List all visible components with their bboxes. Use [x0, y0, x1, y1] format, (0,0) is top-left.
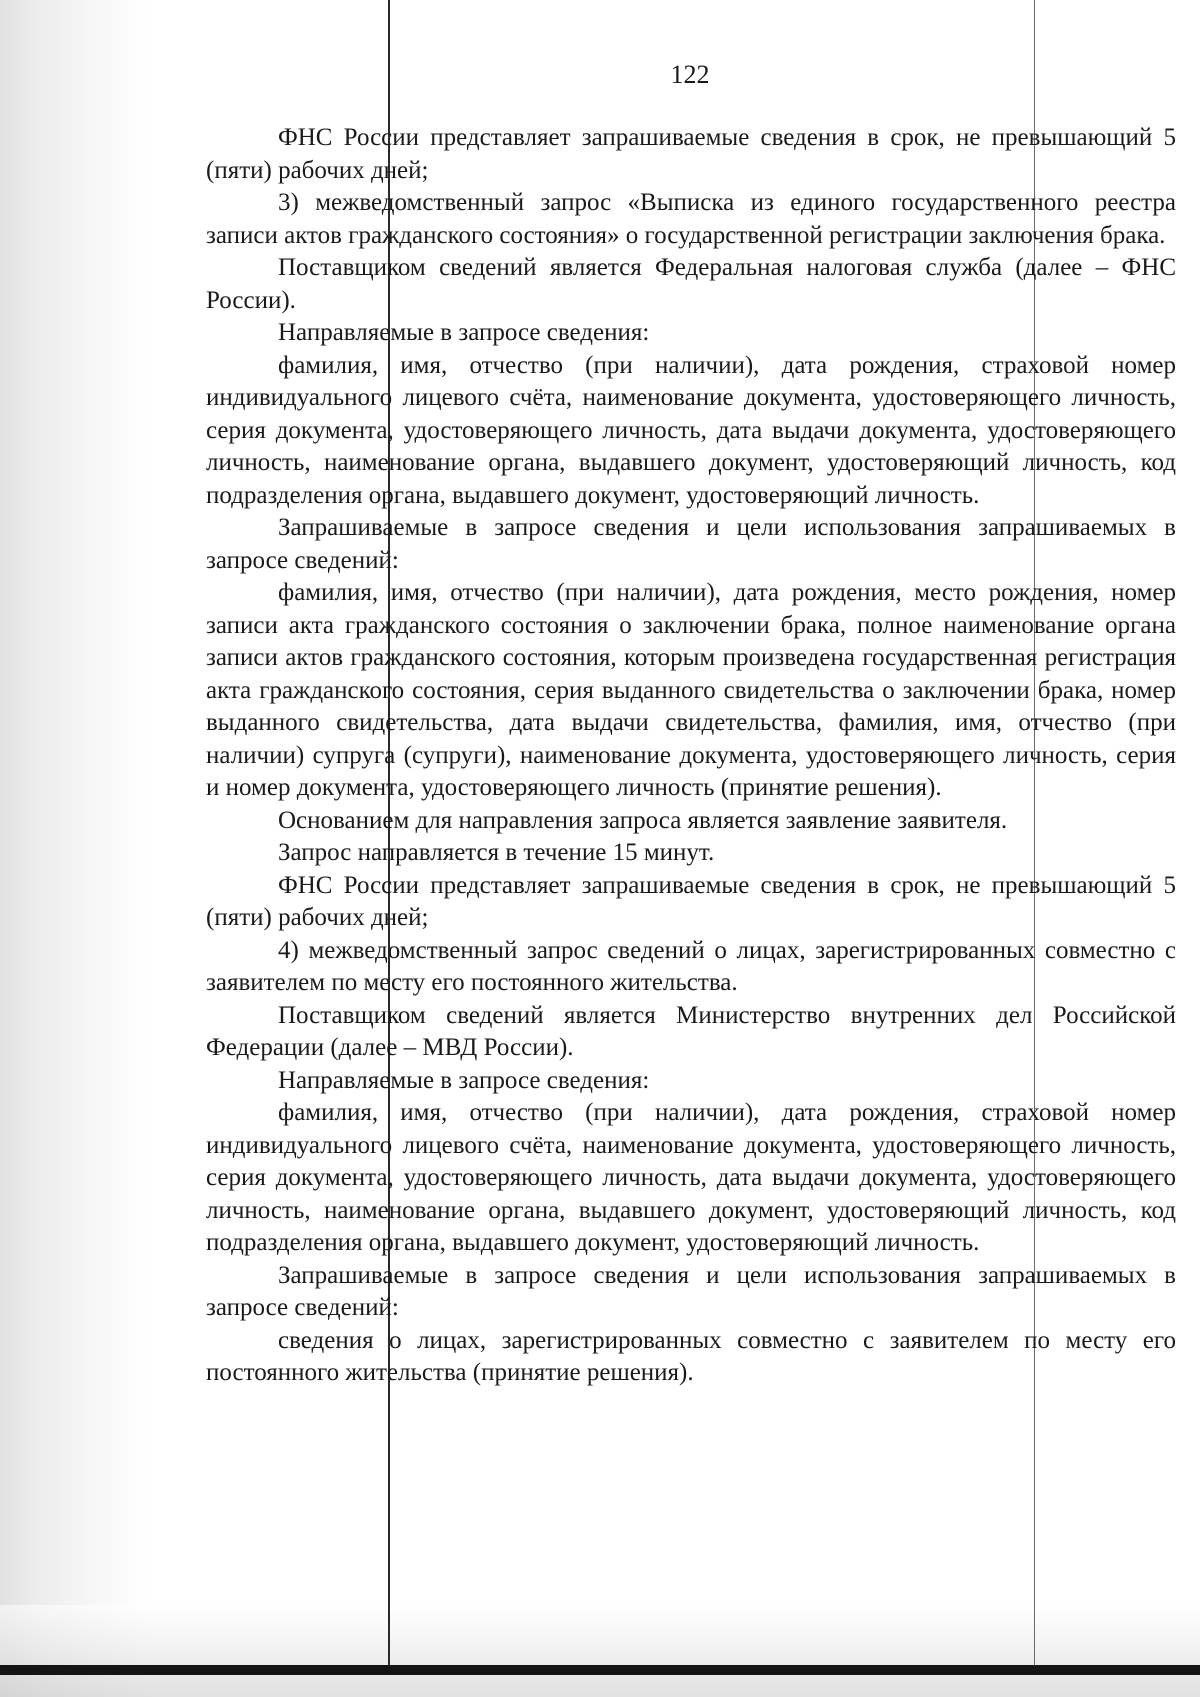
page-number: 122	[670, 60, 710, 89]
paragraph: ФНС России представляет запрашиваемые сведения в срок, не превышающий 5 (пяти) рабочих дней;	[206, 124, 1176, 184]
document-body	[206, 122, 1176, 1390]
scan-shadow-left	[0, 0, 150, 1697]
paragraph: Запрашиваемые в запросе сведения и цели использования запрашиваемых в запросе сведений:	[206, 514, 1176, 574]
paragraph: Основанием для направления запроса является заявление заявителя.	[278, 806, 1008, 834]
scan-shadow-bottom	[0, 1605, 1200, 1697]
paragraph: фамилия, имя, отчество (при наличии), дата рождения, место рождения, номер записи акта гражданского состояния о заключении брака, полное наименование органа записи актов гражданского состояния, которым произведена государственная регистрация акта гражданского состояния, серия выданного свидетельства о заключении брака, номер выданного свидетельства, дата выдачи свидетельства, фамилия, имя, отчество (при наличии) супруга (супруги), наименование документа, удостоверяющего личность, серия и номер документа, удостоверяющего личность (принятие решения).	[206, 579, 1176, 801]
paragraph: сведения о лицах, зарегистрированных совместно с заявителем по месту его постоянного жительства (принятие решения).	[206, 1326, 1176, 1386]
scan-bottom-border	[0, 1665, 1200, 1675]
paragraph: 4) межведомственный запрос сведений о лицах, зарегистрированных совместно с заявителем по месту его постоянного жительства.	[206, 936, 1176, 996]
paragraph: Запрашиваемые в запросе сведения и цели использования запрашиваемых в запросе сведений:	[206, 1261, 1176, 1321]
paragraph: ФНС России представляет запрашиваемые сведения в срок, не превышающий 5 (пяти) рабочих дней;	[206, 871, 1176, 931]
paragraph: фамилия, имя, отчество (при наличии), дата рождения, страховой номер индивидуального лицевого счёта, наименование документа, удостоверяющего личность, серия документа, удостоверяющего личность, дата выдачи документа, удостоверяющего личность, наименование органа, выдавшего документ, удостоверяющий личность, код подразделения органа, выдавшего документ, удостоверяющий личность.	[206, 351, 1176, 509]
paragraph: 3) межведомственный запрос «Выписка из единого государственного реестра записи актов гражданского состояния» о государственной регистрации заключения брака.	[206, 189, 1176, 249]
paragraph: Направляемые в запросе сведения:	[278, 1066, 650, 1094]
paragraph: Поставщиком сведений является Министерство внутренних дел Российской Федерации (далее – МВД России).	[206, 1001, 1176, 1061]
paragraph: Направляемые в запросе сведения:	[278, 319, 650, 346]
paragraph: Поставщиком сведений является Федеральная налоговая служба (далее – ФНС России).	[206, 254, 1176, 314]
paragraph: Запрос направляется в течение 15 минут.	[278, 839, 715, 866]
paragraph: фамилия, имя, отчество (при наличии), дата рождения, страховой номер индивидуального лицевого счёта, наименование документа, удостоверяющего личность, серия документа, удостоверяющего личность, дата выдачи документа, удостоверяющего личность, наименование органа, выдавшего документ, удостоверяющий личность, код подразделения органа, выдавшего документ, удостоверяющий личность.	[206, 1099, 1176, 1256]
